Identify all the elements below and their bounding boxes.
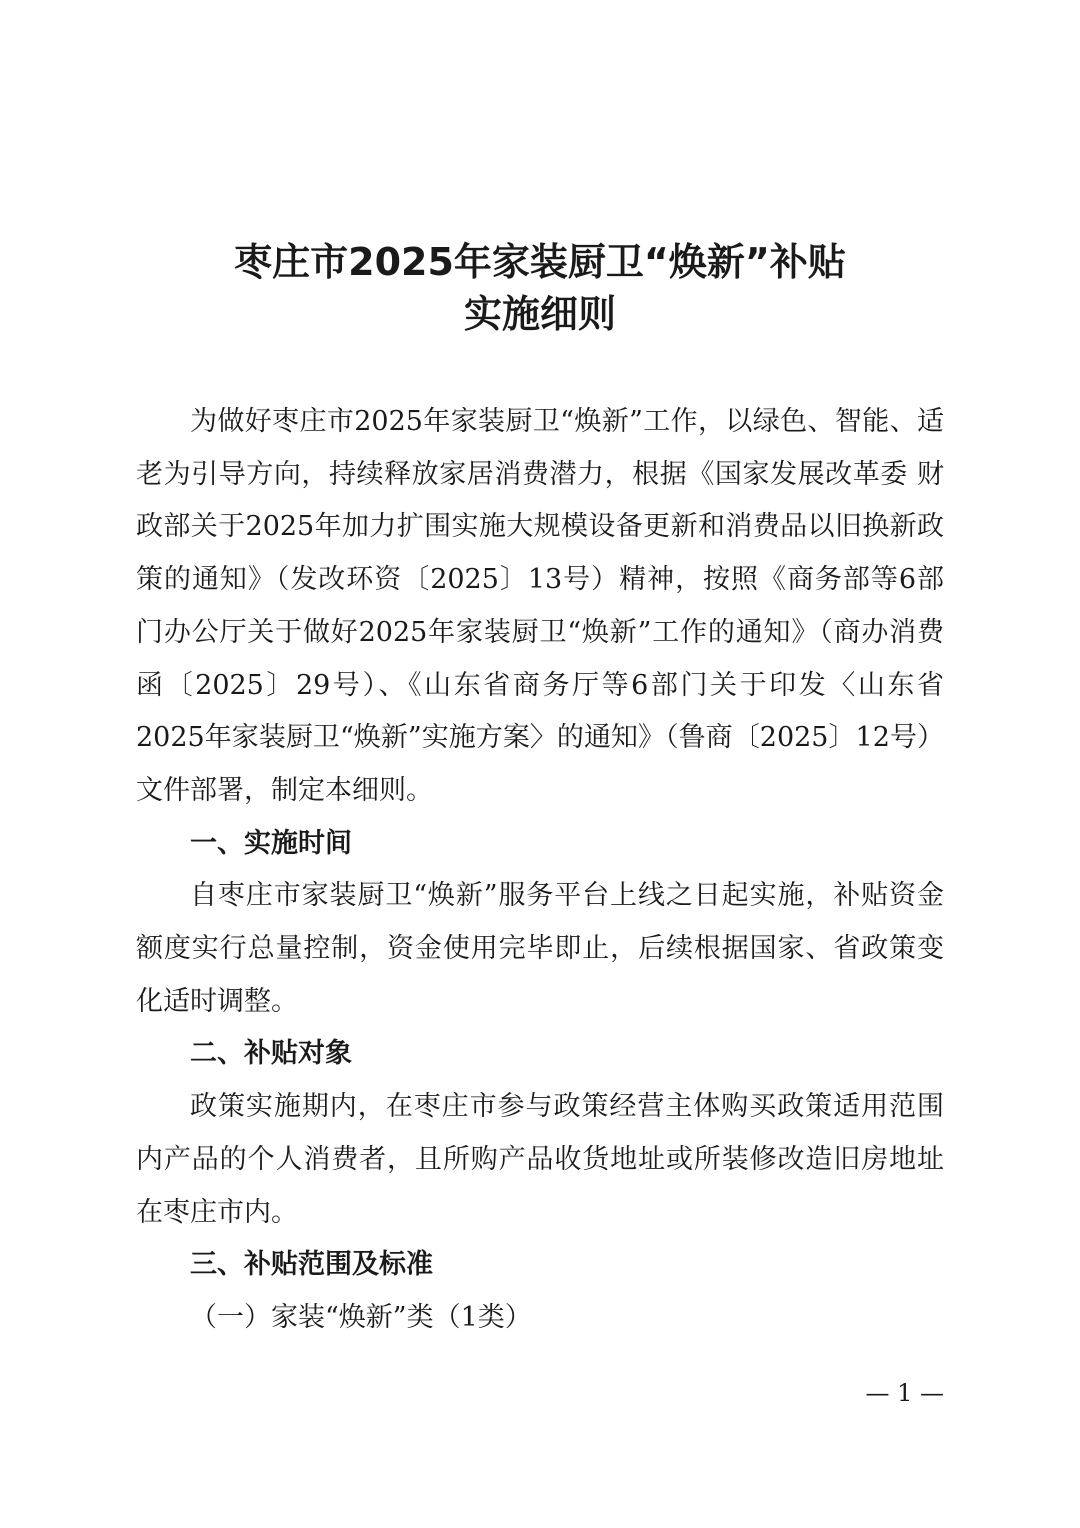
section-text-implementation-time: 自枣庄市家装厨卫“焕新”服务平台上线之日起实施，补贴资金额度实行总量控制，资金使用完毕即止，后续根据国家、省政策变化适时调整。: [136, 880, 944, 1017]
page-number: — 1 —: [865, 1379, 944, 1407]
subsection-heading-home-renovation: （一）家装“焕新”类（1类）: [190, 1301, 532, 1333]
section-heading-subsidy-target: 二、补贴对象: [190, 1038, 352, 1070]
intro-paragraph: 为做好枣庄市2025年家装厨卫“焕新”工作，以绿色、智能、适老为引导方向，持续释放家居消费潜力，根据《国家发展改革委 财政部关于2025年加力扩围实施大规模设备更新和消费品以旧换新政策的通知》（发改环资〔2025〕13号）精神，按照《商务部等6部门办公厅关于做好2025年家装厨卫“焕新”工作的通知》（商办消费函〔2025〕29号）、《山东省商务厅等6部门关于印发〈山东省2025年家装厨卫“焕新”实施方案〉的通知》（鲁商〔2025〕12号）文件部署，制定本细则。: [136, 406, 944, 806]
section-heading-scope-standard: 三、补贴范围及标准: [190, 1249, 433, 1281]
section-text-subsidy-target: 政策实施期内，在枣庄市参与政策经营主体购买政策适用范围内产品的个人消费者，且所购产品收货地址或所装修改造旧房地址在枣庄市内。: [136, 1091, 944, 1228]
document-title-line2: 实施细则: [463, 292, 616, 336]
document-body: [136, 396, 944, 1345]
document-title-line1: 枣庄市2025年家装厨卫“焕新”补贴: [234, 240, 846, 284]
section-heading-implementation-time: 一、实施时间: [190, 827, 352, 859]
